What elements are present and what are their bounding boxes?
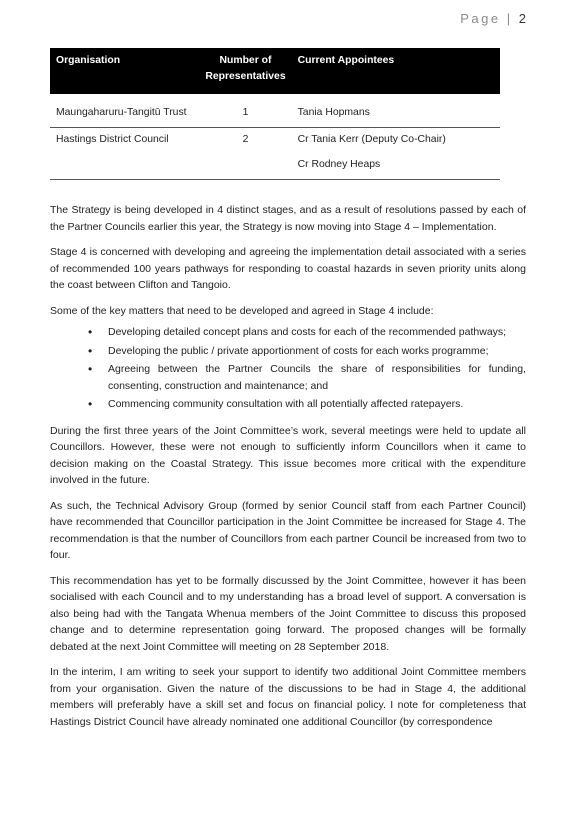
appointee: Cr Tania Kerr (Deputy Co-Chair) [297, 134, 446, 145]
letter-body [50, 202, 526, 739]
header-appointees: Current Appointees [292, 48, 500, 94]
table-row [50, 128, 500, 180]
cell-organisation: Hastings District Council [50, 128, 199, 180]
cell-number: 1 [199, 94, 291, 128]
cell-organisation: Maungaharuru-Tangitū Trust [50, 94, 199, 128]
cell-number: 2 [199, 128, 291, 180]
page-number: Page | 2 [460, 11, 526, 26]
paragraph: This recommendation has yet to be formally discussed by the Joint Committee, however it has been socialised with each Council and to my understanding has a broad level of support. A conversation is also being had with the Tangata Whenua members of the Joint Committee to discuss this proposed change and to determine representation going forward. The proposed changes will be formally debated at the next Joint Committee will meeting on 28 September 2018. [50, 574, 526, 653]
paragraph: Stage 4 is concerned with developing and agreeing the implementation detail associated with a series of recommended 100 years pathways for responding to coastal hazards in seven priority units along the coast between Clifton and Tangoio. [50, 246, 526, 291]
representatives-table [50, 48, 500, 180]
appointee: Cr Rodney Heaps [297, 159, 381, 170]
cell-appointees [292, 94, 500, 128]
appointee: Tania Hopmans [297, 107, 370, 118]
paragraph: Some of the key matters that need to be developed and agreed in Stage 4 include: [50, 304, 434, 317]
list-item: • Agreeing between the Partner Councils the share of responsibilities for funding, consenting, construction and maintenance; and [108, 361, 526, 394]
list-item: • Commencing community consultation with all potentially affected ratepayers. [108, 396, 526, 413]
list-item: • Developing the public / private apportionment of costs for each works programme; [108, 343, 526, 360]
header-organisation: Organisation [50, 48, 199, 94]
list-item: • Developing detailed concept plans and costs for each of the recommended pathways; [108, 324, 526, 341]
paragraph: The Strategy is being developed in 4 distinct stages, and as a result of resolutions passed by each of the Partner Councils earlier this year, the Strategy is now moving into Stage 4 – Implementation. [50, 204, 526, 233]
cell-appointees [292, 128, 500, 180]
table-header-row [50, 48, 500, 94]
page-label: Page [460, 11, 501, 26]
paragraph: As such, the Technical Advisory Group (formed by senior Council staff from each Partner Council) have recommended that Councillor participation in the Joint Committee be increased for Stage 4. The recommendation is that the number of Councillors from each partner Council be increased from two to four. [50, 499, 526, 561]
paragraph: During the first three years of the Joint Committee’s work, several meetings were held to update all Councillors. However, these were not enough to sufficiently inform Councillors when it came to decision making on the Coastal Strategy. This issue becomes more critical with the expenditure involved in the future. [50, 424, 526, 486]
table-row [50, 94, 500, 128]
header-number: Number of Representatives [199, 48, 291, 94]
paragraph: In the interim, I am writing to seek your support to identify two additional Joint Committee members from your organisation. Given the nature of the discussions to be had in Stage 4, the additional members will preferably have a skill set and focus on financial policy. I note for completeness that Hastings District Council have already nominated one additional Councillor (by correspondence [50, 666, 526, 728]
key-matters-list [50, 324, 526, 413]
page-number-value: 2 [518, 11, 526, 26]
